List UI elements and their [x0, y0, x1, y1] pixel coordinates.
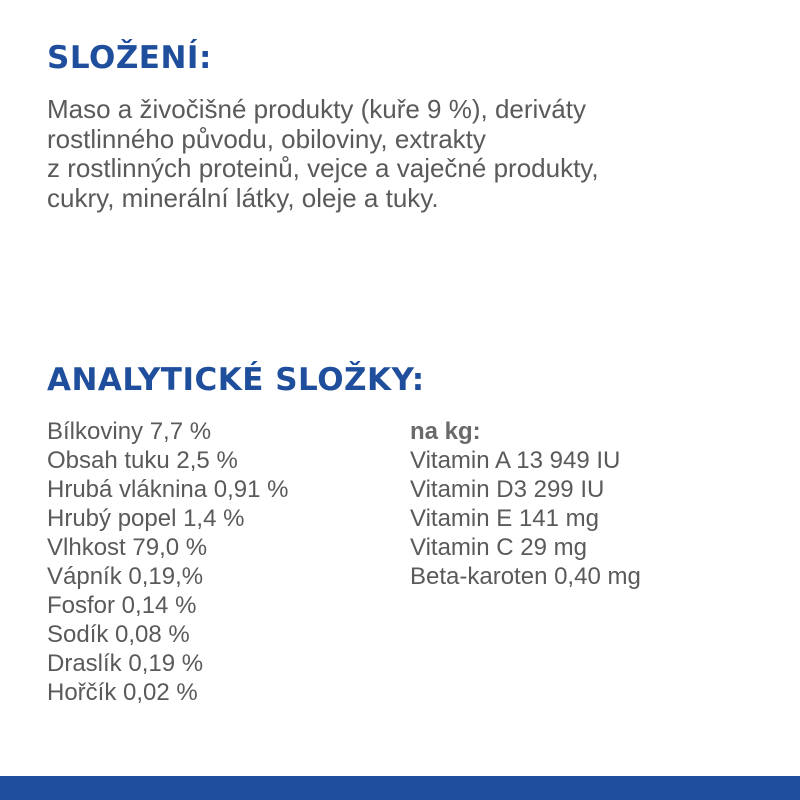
vitamins-list [410, 417, 641, 591]
composition-line: rostlinného původu, obiloviny, extrakty [47, 123, 486, 154]
per-kg-heading: na kg: [410, 418, 481, 445]
composition-heading: SLOŽENÍ: [47, 40, 212, 76]
vitamin-item: Vitamin E 141 mg [410, 505, 599, 532]
analytics-item: Hořčík 0,02 % [47, 679, 198, 706]
analytics-heading: ANALYTICKÉ SLOŽKY: [47, 362, 425, 398]
bottom-bar [0, 776, 800, 800]
vitamin-item: Beta-karoten 0,40 mg [410, 563, 641, 590]
analytics-item: Hrubý popel 1,4 % [47, 505, 245, 532]
analytics-item: Obsah tuku 2,5 % [47, 447, 238, 474]
analytics-item: Draslík 0,19 % [47, 650, 204, 677]
analytics-item: Fosfor 0,14 % [47, 592, 197, 619]
composition-text [47, 95, 767, 213]
analytics-item: Hrubá vláknina 0,91 % [47, 476, 289, 503]
analytics-list [47, 417, 288, 707]
vitamin-item: Vitamin D3 299 IU [410, 476, 605, 503]
analytics-item: Sodík 0,08 % [47, 621, 190, 648]
vitamin-item: Vitamin C 29 mg [410, 534, 587, 561]
vitamin-item: Vitamin A 13 949 IU [410, 447, 621, 474]
composition-line: z rostlinných proteinů, vejce a vaječné produkty, [47, 153, 599, 183]
analytics-item: Vlhkost 79,0 % [47, 534, 208, 561]
composition-line: Maso a živočišné produkty (kuře 9 %), deriváty [47, 94, 586, 124]
analytics-item: Bílkoviny 7,7 % [47, 418, 212, 445]
analytics-item: Vápník 0,19,% [47, 563, 204, 590]
composition-line: cukry, minerální látky, oleje a tuky. [47, 182, 439, 213]
